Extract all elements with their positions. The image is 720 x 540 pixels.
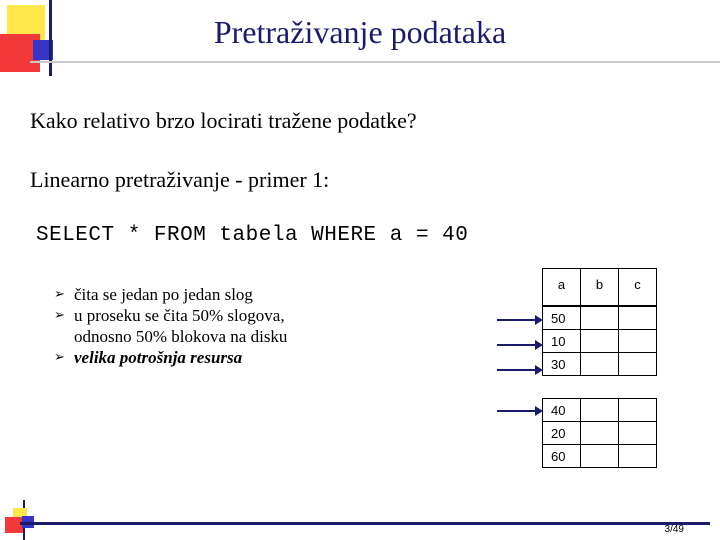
cell-a: 30 (543, 353, 581, 376)
arrow-right-icon (497, 319, 537, 321)
table-row (543, 307, 657, 330)
disk-block-1 (542, 306, 657, 376)
cell-a: 60 (543, 445, 581, 468)
disk-block-2 (542, 398, 657, 468)
cell-a: 20 (543, 422, 581, 445)
cell-b (581, 422, 619, 445)
bullet-item (54, 284, 354, 305)
bullet-text: čita se jedan po jedan slog (74, 285, 253, 304)
bullet-list (54, 284, 354, 368)
bullet-item (54, 305, 354, 347)
arrow-right-icon (497, 369, 537, 371)
bullet-text-continued: odnosno 50% blokova na disku (74, 327, 288, 346)
table-row (543, 353, 657, 376)
bullet-text: u proseku se čita 50% slogova, (74, 306, 285, 325)
cell-a: 10 (543, 330, 581, 353)
cell-a: 40 (543, 399, 581, 422)
column-header-c: c (619, 269, 657, 306)
table-row (543, 330, 657, 353)
bullet-item (54, 347, 354, 368)
table-row (543, 399, 657, 422)
cell-b (581, 353, 619, 376)
question-text: Kako relativo brzo locirati tražene podatke? (30, 108, 417, 133)
cell-c (619, 307, 657, 330)
subtitle-text: Linearno pretraživanje - primer 1: (30, 167, 330, 192)
page-number: 3/49 (664, 524, 684, 535)
cell-a: 50 (543, 307, 581, 330)
cell-b (581, 330, 619, 353)
cell-c (619, 422, 657, 445)
table-row (543, 422, 657, 445)
cell-c (619, 445, 657, 468)
cell-c (619, 353, 657, 376)
table-header (542, 268, 657, 306)
column-header-b: b (581, 269, 619, 306)
arrow-bullet-icon: ➢ (54, 308, 65, 323)
arrow-right-icon (497, 410, 537, 412)
arrow-right-icon (497, 344, 537, 346)
column-header-a: a (543, 269, 581, 306)
arrow-bullet-icon: ➢ (54, 350, 65, 365)
cell-b (581, 307, 619, 330)
cell-c (619, 330, 657, 353)
cell-c (619, 399, 657, 422)
footer-divider (20, 522, 710, 525)
arrow-bullet-icon: ➢ (54, 287, 65, 302)
cell-b (581, 399, 619, 422)
cell-b (581, 445, 619, 468)
slide-title: Pretraživanje podataka (213, 14, 507, 50)
bullet-text: velika potrošnja resursa (74, 348, 243, 367)
footer-red-square (5, 517, 23, 533)
table-row (543, 445, 657, 468)
sql-query: SELECT * FROM tabela WHERE a = 40 (36, 224, 469, 247)
title-divider (30, 61, 720, 63)
